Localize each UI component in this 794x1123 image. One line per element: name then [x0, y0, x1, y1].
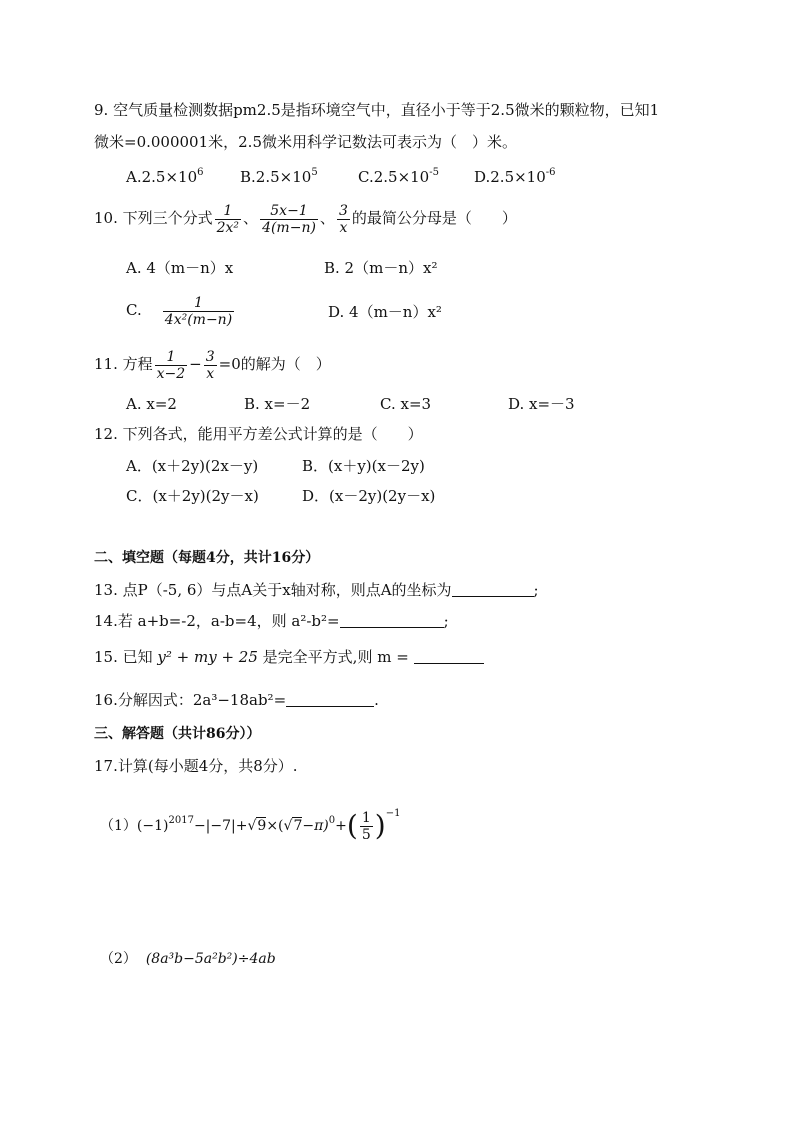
q9-line1: 9. 空气质量检测数据pm2.5是指环境空气中，直径小于等于2.5微米的颗粒物，已知1 — [94, 101, 660, 119]
q17-stem: 17.计算(每小题4分，共8分）. — [94, 757, 298, 775]
q10-fraction-1: $\frac{1}{\text{2x²}}$ — [216, 202, 240, 236]
q12-option-a: A．(x＋2y)(2x－y) — [126, 457, 259, 475]
q14: 14.若 a+b=-2，a-b=4，则 a²-b²= ; — [94, 612, 449, 630]
q13-answer-blank — [452, 582, 534, 597]
q9-option-a: $A.2.5\times 10^6$ — [126, 167, 204, 186]
q11-option-d: D. x=－3 — [508, 395, 575, 413]
q10-option-c-fraction: $\frac{1}{\text{4x²(m−n)}}$ — [164, 294, 233, 328]
q12-option-b: B．(x＋y)(x－2y) — [302, 457, 425, 475]
q9-option-d: $D.2.5\times 10^{-6}$ — [474, 167, 556, 186]
q16-answer-blank — [286, 692, 374, 707]
q17-part1: $(1)(-1)^{2017}-|-7|+√9\times(√7-\pi)^0+$( $\frac{1}{5}$ )$^{-1}$ — [100, 808, 401, 843]
section-fill-in-heading: 二、填空题（每题4分，共计16分） — [94, 550, 320, 566]
q10-option-d: D. 4（m－n）x² — [328, 303, 442, 321]
q16: 16.分解因式：2a³−18ab²= . — [94, 691, 379, 709]
q17-part1-fraction: $\frac{1}{5}$ — [361, 809, 371, 843]
q11-stem: 11. 方程 $\frac{1}{x-2}$ − $\frac{3}{x}$ =0的解为（ ） — [94, 348, 331, 382]
q13: 13. 点P（-5, 6）与点A关于x轴对称，则点A的坐标为 ; — [94, 581, 539, 599]
q9-line2: 微米=0.000001米，2.5微米用科学记数法可表示为（ ）米。 — [94, 133, 517, 151]
q11-option-c: C. x=3 — [380, 395, 432, 413]
q10-fraction-3: $\frac{3}{x}$ — [338, 202, 348, 236]
q12-stem: 12. 下列各式，能用平方差公式计算的是（ ） — [94, 425, 423, 443]
q9-option-c: $C.2.5\times 10^{-5}$ — [358, 167, 439, 186]
q15-answer-blank — [414, 649, 484, 664]
q11-fraction-2: $\frac{3}{x}$ — [205, 348, 215, 382]
q14-answer-blank — [340, 613, 444, 628]
q9-option-b: $B.2.5\times 10^5$ — [240, 167, 318, 186]
q12-option-d: D．(x－2y)(2y－x) — [302, 487, 436, 505]
q11-option-b: B. x=－2 — [244, 395, 311, 413]
q10-option-c: C. $\frac{1}{\text{4x²(m−n)}}$ — [126, 294, 233, 328]
q12-option-c: C．(x＋2y)(2y－x) — [126, 487, 259, 505]
q10-stem: 10. 下列三个分式 $\frac{1}{\text{2x²}}$ 、 $\frac{5x-1}{4(m-n)}$ 、 $\frac{3}{x}$ 的最简公分母是（ ） — [94, 202, 517, 236]
q10-option-a: A. 4（m－n）x — [126, 259, 234, 277]
q11-option-a: A. x=2 — [126, 395, 177, 413]
section-solve-heading: 三、解答题（共计86分）） — [94, 726, 261, 742]
q15: 15. 已知 y² + my + 25 是完全平方式,则 m = — [94, 647, 484, 667]
q11-fraction-1: $\frac{1}{x-2}$ — [156, 348, 186, 382]
q10-option-b: B. 2（m－n）x² — [324, 259, 438, 277]
q10-fraction-2: $\frac{5x-1}{4(m-n)}$ — [262, 202, 316, 236]
q17-part2: （2） (8a³b−5a²b²)÷4ab — [100, 951, 276, 967]
